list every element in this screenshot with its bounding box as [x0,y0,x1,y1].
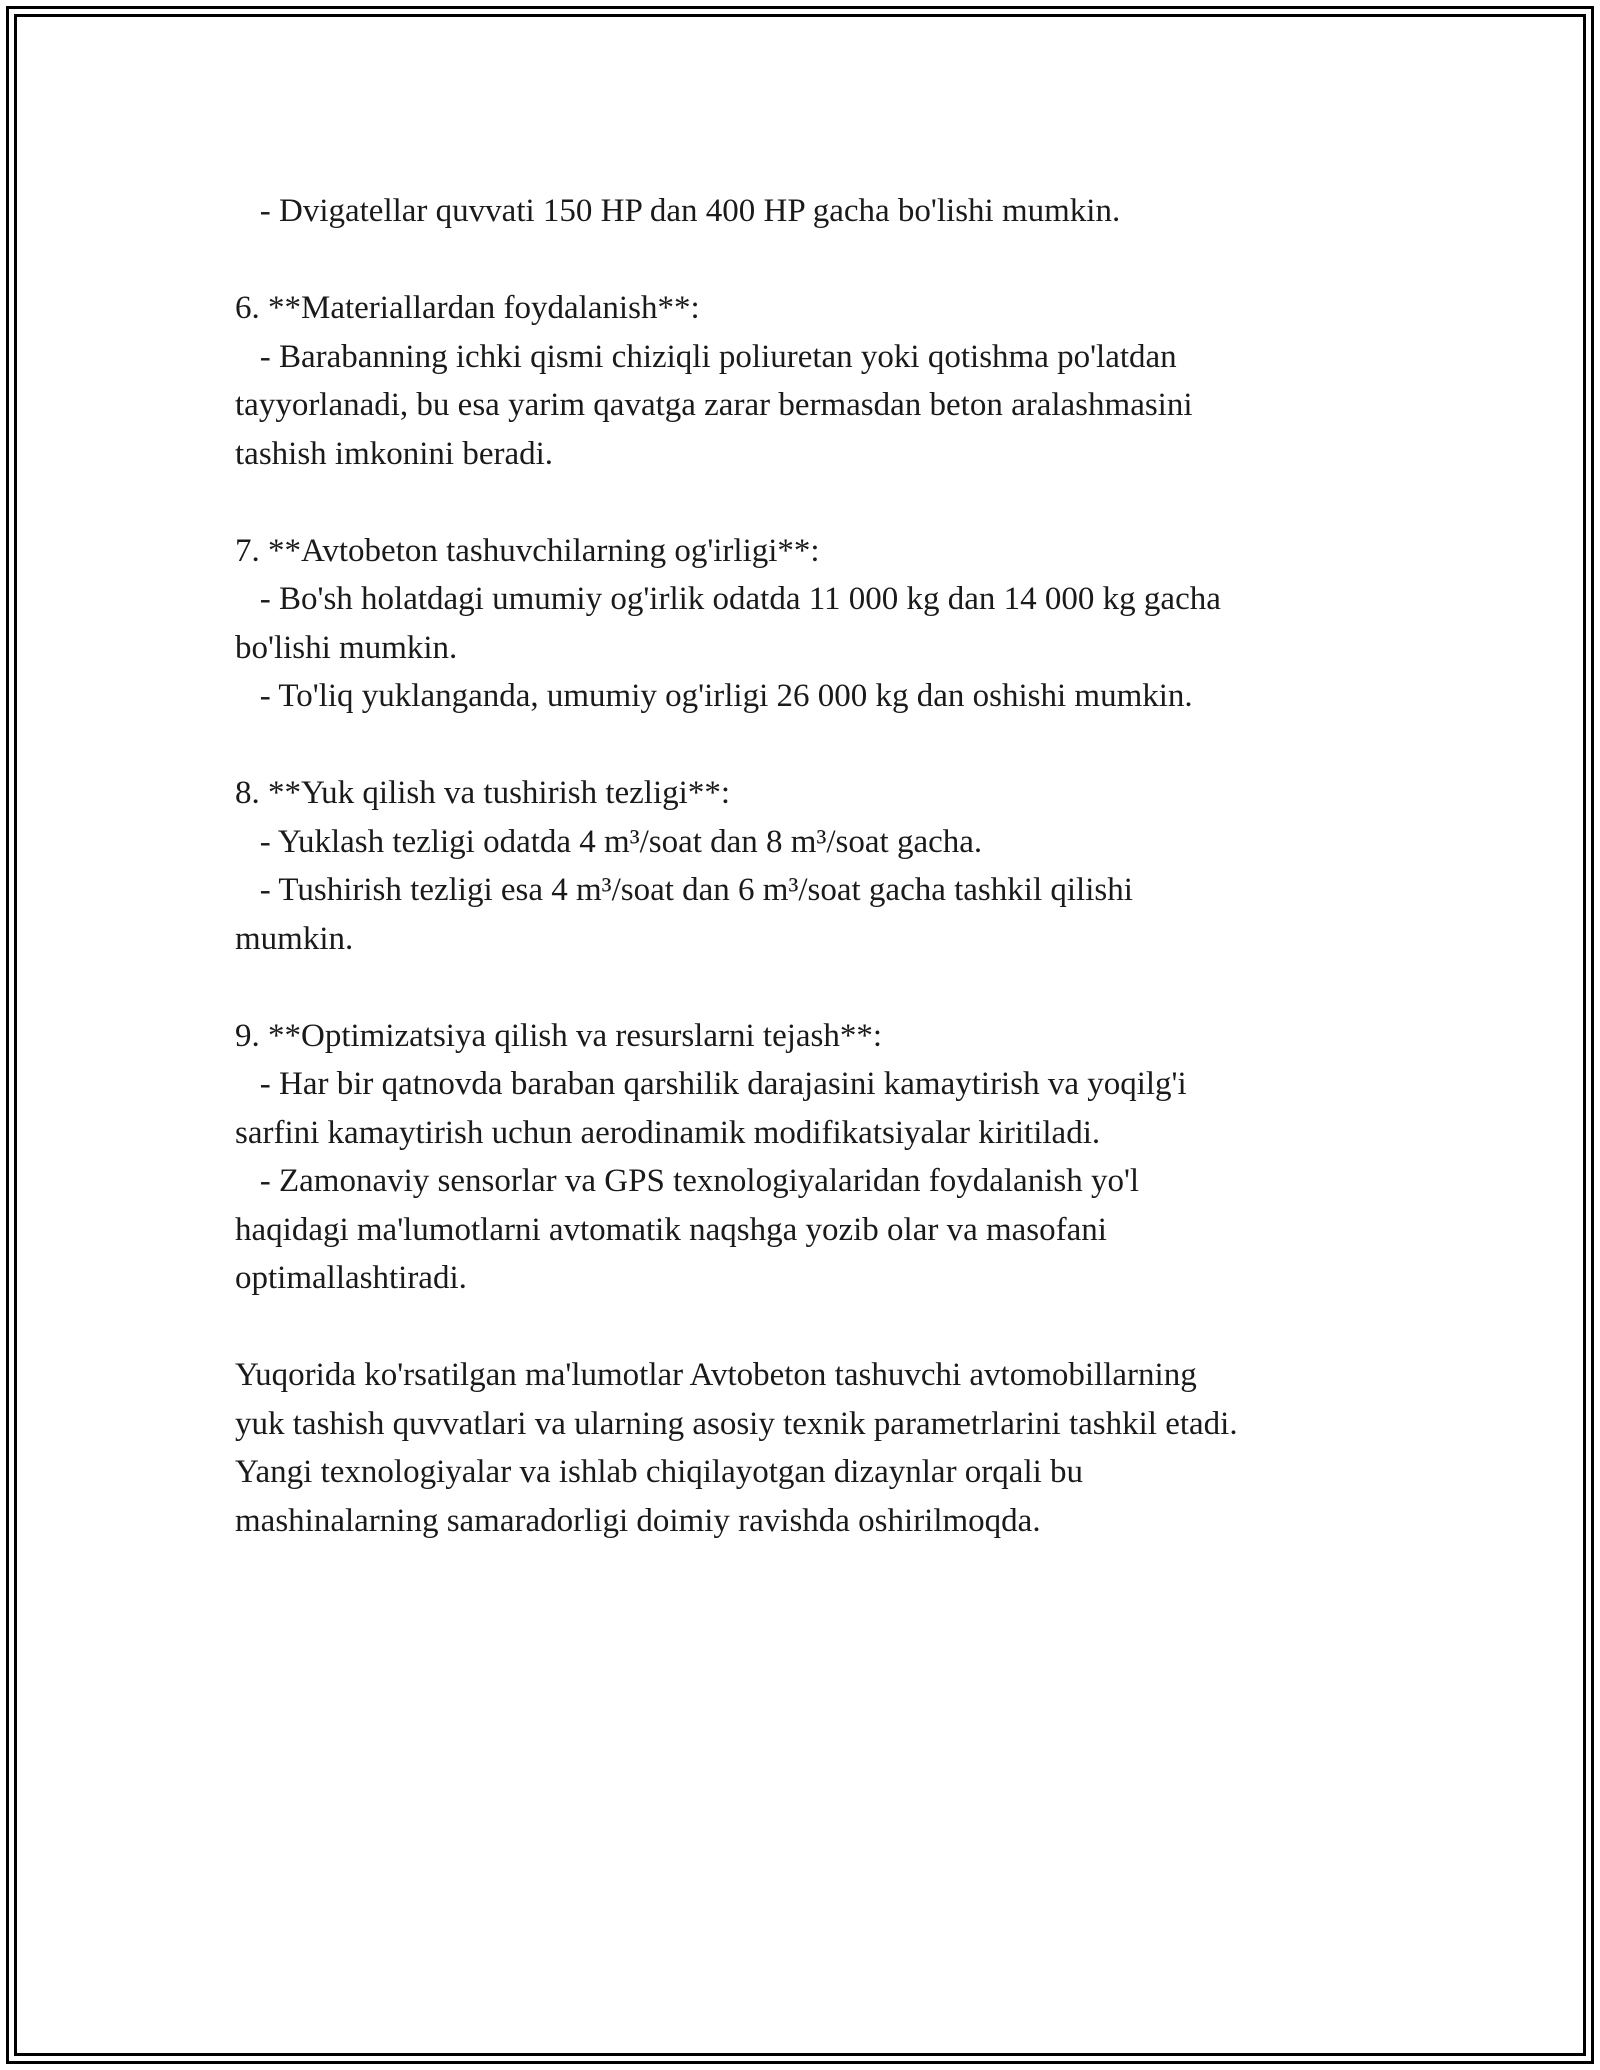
section-heading: 9. **Optimizatsiya qilish va resurslarni tejash**: [235,1017,883,1054]
section-line: bo'lishi mumkin. [235,629,458,666]
section-line: sarfini kamaytirish uchun aerodinamik modifikatsiyalar kiritiladi. [235,1114,1101,1151]
section-line: - Har bir qatnovda baraban qarshilik darajasini kamaytirish va yoqilg'i [235,1066,1187,1102]
conclusion-line: Yuqorida ko'rsatilgan ma'lumotlar Avtobeton tashuvchi avtomobillarning [235,1357,1197,1393]
section-line: haqidagi ma'lumotlarni avtomatik naqshga yozib olar va masofani [235,1211,1107,1248]
intro-bullet: - Dvigatellar quvvati 150 HP dan 400 HP gacha bo'lishi mumkin. [235,193,1121,229]
section-7 [235,527,1370,721]
document-body [235,187,1370,1594]
section-line: tayyorlanadi, bu esa yarim qavatga zarar bermasdan beton aralashmasini [235,387,1193,423]
section-line: - Yuklash tezligi odatda 4 m³/soat dan 8 m³/soat gacha. [235,823,983,860]
section-line: - To'liq yuklanganda, umumiy og'irligi 26 000 kg dan oshishi mumkin. [235,678,1193,714]
section-line: - Bo'sh holatdagi umumiy og'irlik odatda 11 000 kg dan 14 000 kg gacha [235,581,1221,617]
section-line: - Tushirish tezligi esa 4 m³/soat dan 6 m³/soat gacha tashkil qilishi [235,872,1133,908]
conclusion-line: yuk tashish quvvatlari va ularning asosiy texnik parametrlarini tashkil etadi. [235,1405,1238,1442]
section-8 [235,769,1370,963]
section-line: - Zamonaviy sensorlar va GPS texnologiyalaridan foydalanish yo'l [235,1163,1140,1199]
section-line: mumkin. [235,920,354,957]
conclusion-line: mashinalarning samaradorligi doimiy ravishda oshirilmoqda. [235,1502,1041,1539]
section-6 [235,284,1370,478]
section-heading: 8. **Yuk qilish va tushirish tezligi**: [235,775,730,811]
section-line: - Barabanning ichki qismi chiziqli poliuretan yoki qotishma po'latdan [235,338,1177,375]
section-line: tashish imkonini beradi. [235,435,554,472]
section-heading: 6. **Materiallardan foydalanish**: [235,290,700,326]
section-9 [235,1012,1370,1303]
conclusion-paragraph [235,1351,1370,1545]
section-heading: 7. **Avtobeton tashuvchilarning og'irligi**: [235,532,820,569]
section-line: optimallashtiradi. [235,1260,467,1296]
conclusion-line: Yangi texnologiyalar va ishlab chiqilayotgan dizaynlar orqali bu [235,1454,1084,1490]
intro-block [235,187,1370,236]
